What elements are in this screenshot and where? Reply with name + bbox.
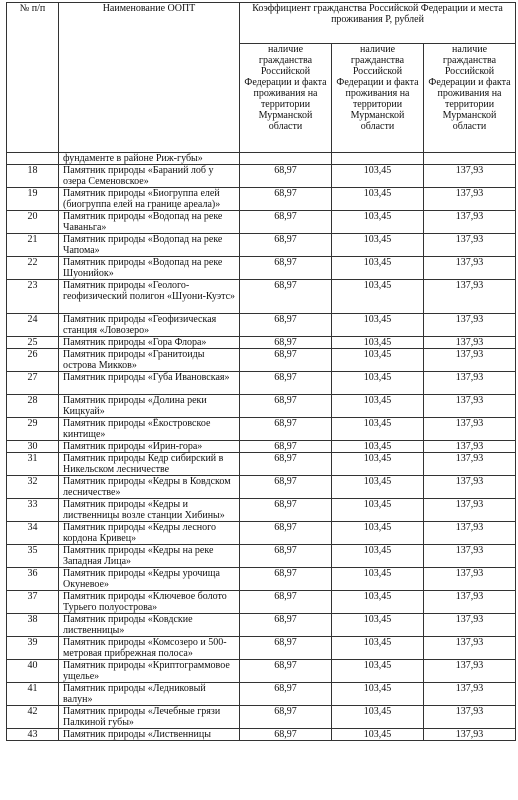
header-coefficient: Коэффициент гражданства Российской Федерации и места проживания Р, рублей — [240, 3, 516, 44]
table-row — [7, 257, 516, 280]
cell-v1: 68,97 — [240, 660, 332, 683]
cell-v3: 137,93 — [424, 683, 516, 706]
cell-v2: 103,45 — [332, 337, 424, 349]
cell-v2: 103,45 — [332, 188, 424, 211]
table-row — [7, 499, 516, 522]
cell-num: 43 — [7, 729, 59, 741]
table-row — [7, 683, 516, 706]
cell-name: Памятник природы «Ирин-гора» — [59, 441, 240, 453]
table-row — [7, 591, 516, 614]
cell-v3 — [424, 153, 516, 165]
cell-v1: 68,97 — [240, 165, 332, 188]
cell-name: Памятник природы «Ковдские лиственницы» — [59, 614, 240, 637]
cell-name: Памятник природы «Лиственницы — [59, 729, 240, 741]
cell-num: 24 — [7, 314, 59, 337]
cell-v1: 68,97 — [240, 280, 332, 314]
cell-v1: 68,97 — [240, 729, 332, 741]
cell-v3: 137,93 — [424, 591, 516, 614]
table-row — [7, 545, 516, 568]
table-row — [7, 614, 516, 637]
cell-num: 39 — [7, 637, 59, 660]
cell-num: 37 — [7, 591, 59, 614]
cell-v1: 68,97 — [240, 591, 332, 614]
cell-num: 41 — [7, 683, 59, 706]
table-row — [7, 211, 516, 234]
cell-name: Памятник природы «Лечебные грязи Палкиной губы» — [59, 706, 240, 729]
cell-name: Памятник природы «Ёкостровское кинтище» — [59, 418, 240, 441]
cell-v2: 103,45 — [332, 314, 424, 337]
cell-v2: 103,45 — [332, 395, 424, 418]
cell-v1: 68,97 — [240, 441, 332, 453]
cell-v2: 103,45 — [332, 476, 424, 499]
table-body — [7, 153, 516, 741]
table-row — [7, 476, 516, 499]
cell-v1 — [240, 153, 332, 165]
cell-v2: 103,45 — [332, 706, 424, 729]
cell-v1: 68,97 — [240, 418, 332, 441]
cell-v1: 68,97 — [240, 614, 332, 637]
cell-v1: 68,97 — [240, 476, 332, 499]
table-row — [7, 729, 516, 741]
cell-name: Памятник природы «Долина реки Кицкуай» — [59, 395, 240, 418]
table-row — [7, 372, 516, 395]
cell-v2: 103,45 — [332, 499, 424, 522]
subheader-1: наличие гражданства Российской Федерации и факта проживания на территории Мурманской области — [240, 44, 332, 153]
cell-num: 36 — [7, 568, 59, 591]
table-row — [7, 188, 516, 211]
cell-v3: 137,93 — [424, 453, 516, 476]
cell-v2: 103,45 — [332, 683, 424, 706]
cell-v3: 137,93 — [424, 314, 516, 337]
cell-num: 21 — [7, 234, 59, 257]
table-row — [7, 568, 516, 591]
cell-num: 33 — [7, 499, 59, 522]
cell-v3: 137,93 — [424, 729, 516, 741]
cell-num: 31 — [7, 453, 59, 476]
oopt-table — [6, 2, 516, 741]
cell-v1: 68,97 — [240, 568, 332, 591]
cell-v1: 68,97 — [240, 499, 332, 522]
table-row — [7, 522, 516, 545]
cell-name: Памятник природы «Криптограммовое ущелье» — [59, 660, 240, 683]
cell-num: 30 — [7, 441, 59, 453]
cell-name: Памятник природы «Ключевое болото Турьего полуострова» — [59, 591, 240, 614]
cell-v3: 137,93 — [424, 637, 516, 660]
cell-v3: 137,93 — [424, 706, 516, 729]
cell-name: Памятник природы «Бараний лоб у озера Семеновское» — [59, 165, 240, 188]
cell-v2: 103,45 — [332, 522, 424, 545]
cell-v2: 103,45 — [332, 729, 424, 741]
cell-v3: 137,93 — [424, 545, 516, 568]
cell-name: Памятник природы «Ледниковый валун» — [59, 683, 240, 706]
continuation-row — [7, 153, 516, 165]
cell-name: Памятник природы «Губа Ивановская» — [59, 372, 240, 395]
cell-v2: 103,45 — [332, 568, 424, 591]
cell-v2: 103,45 — [332, 349, 424, 372]
cell-num — [7, 153, 59, 165]
cell-num: 26 — [7, 349, 59, 372]
cell-v1: 68,97 — [240, 349, 332, 372]
cell-name: Памятник природы «Водопад на реке Шуонийок» — [59, 257, 240, 280]
cell-name: Памятник природы «Кедры на реке Западная Лица» — [59, 545, 240, 568]
table-row — [7, 395, 516, 418]
cell-num: 29 — [7, 418, 59, 441]
cell-v1: 68,97 — [240, 706, 332, 729]
header-num: № п/п — [7, 3, 59, 153]
cell-name: Памятник природы «Биогруппа елей (биогруппа елей на границе ареала)» — [59, 188, 240, 211]
cell-name: Памятник природы «Кедры в Ковдском лесничестве» — [59, 476, 240, 499]
cell-v3: 137,93 — [424, 257, 516, 280]
cell-num: 23 — [7, 280, 59, 314]
table-row — [7, 314, 516, 337]
cell-v2: 103,45 — [332, 418, 424, 441]
cell-v3: 137,93 — [424, 234, 516, 257]
cell-v3: 137,93 — [424, 395, 516, 418]
cell-num: 25 — [7, 337, 59, 349]
cell-name: Памятник природы «Гора Флора» — [59, 337, 240, 349]
table-row — [7, 637, 516, 660]
table-row — [7, 349, 516, 372]
cell-num: 28 — [7, 395, 59, 418]
header-name: Наименование ООПТ — [59, 3, 240, 153]
cell-v1: 68,97 — [240, 257, 332, 280]
cell-num: 42 — [7, 706, 59, 729]
cell-num: 35 — [7, 545, 59, 568]
cell-num: 34 — [7, 522, 59, 545]
cell-name: Памятник природы Кедр сибирский в Никельском лесничестве — [59, 453, 240, 476]
cell-v2: 103,45 — [332, 660, 424, 683]
cell-name: Памятник природы «Кедры и лиственницы возле станции Хибины» — [59, 499, 240, 522]
cell-v2: 103,45 — [332, 165, 424, 188]
cell-v2: 103,45 — [332, 441, 424, 453]
cell-name: Памятник природы «Комсозеро и 500-метровая прибрежная полоса» — [59, 637, 240, 660]
cell-v1: 68,97 — [240, 453, 332, 476]
cell-v1: 68,97 — [240, 211, 332, 234]
cell-num: 20 — [7, 211, 59, 234]
cell-v1: 68,97 — [240, 545, 332, 568]
cell-v3: 137,93 — [424, 349, 516, 372]
cell-v1: 68,97 — [240, 188, 332, 211]
cell-v2: 103,45 — [332, 372, 424, 395]
cell-v3: 137,93 — [424, 188, 516, 211]
cell-v1: 68,97 — [240, 337, 332, 349]
cell-v3: 137,93 — [424, 568, 516, 591]
cell-name: фундаменте в районе Риж-губы» — [59, 153, 240, 165]
subheader-2: наличие гражданства Российской Федерации и факта проживания на территории Мурманской области — [332, 44, 424, 153]
cell-v1: 68,97 — [240, 372, 332, 395]
cell-v3: 137,93 — [424, 522, 516, 545]
cell-v1: 68,97 — [240, 683, 332, 706]
table-row — [7, 660, 516, 683]
table-row — [7, 706, 516, 729]
cell-v2: 103,45 — [332, 545, 424, 568]
cell-v3: 137,93 — [424, 211, 516, 234]
cell-v2: 103,45 — [332, 257, 424, 280]
cell-v2: 103,45 — [332, 234, 424, 257]
table-row — [7, 234, 516, 257]
cell-num: 38 — [7, 614, 59, 637]
cell-v1: 68,97 — [240, 234, 332, 257]
table-row — [7, 453, 516, 476]
cell-v3: 137,93 — [424, 499, 516, 522]
cell-v2: 103,45 — [332, 453, 424, 476]
cell-v3: 137,93 — [424, 614, 516, 637]
cell-num: 40 — [7, 660, 59, 683]
cell-name: Памятник природы «Водопад на реке Чаваньга» — [59, 211, 240, 234]
cell-v3: 137,93 — [424, 337, 516, 349]
cell-name: Памятник природы «Гранитоиды острова Микков» — [59, 349, 240, 372]
cell-v2 — [332, 153, 424, 165]
table-row — [7, 418, 516, 441]
cell-v3: 137,93 — [424, 660, 516, 683]
cell-num: 32 — [7, 476, 59, 499]
cell-name: Памятник природы «Кедры урочища Окуневое» — [59, 568, 240, 591]
cell-name: Памятник природы «Геолого-геофизический полигон «Шуони-Куэтс» — [59, 280, 240, 314]
cell-v3: 137,93 — [424, 372, 516, 395]
table-row — [7, 441, 516, 453]
cell-v1: 68,97 — [240, 637, 332, 660]
cell-v3: 137,93 — [424, 441, 516, 453]
cell-num: 27 — [7, 372, 59, 395]
cell-v2: 103,45 — [332, 211, 424, 234]
cell-name: Памятник природы «Водопад на реке Чапома» — [59, 234, 240, 257]
table-row — [7, 280, 516, 314]
cell-v1: 68,97 — [240, 314, 332, 337]
cell-v2: 103,45 — [332, 637, 424, 660]
cell-num: 22 — [7, 257, 59, 280]
table-row — [7, 165, 516, 188]
cell-name: Памятник природы «Геофизическая станция «Ловозеро» — [59, 314, 240, 337]
cell-v3: 137,93 — [424, 165, 516, 188]
cell-v2: 103,45 — [332, 280, 424, 314]
cell-v3: 137,93 — [424, 280, 516, 314]
table-row — [7, 337, 516, 349]
cell-v3: 137,93 — [424, 476, 516, 499]
cell-name: Памятник природы «Кедры лесного кордона Кривец» — [59, 522, 240, 545]
cell-v2: 103,45 — [332, 591, 424, 614]
cell-v3: 137,93 — [424, 418, 516, 441]
subheader-3: наличие гражданства Российской Федерации и факта проживания на территории Мурманской области — [424, 44, 516, 153]
cell-v2: 103,45 — [332, 614, 424, 637]
cell-v1: 68,97 — [240, 395, 332, 418]
cell-num: 19 — [7, 188, 59, 211]
cell-v1: 68,97 — [240, 522, 332, 545]
cell-num: 18 — [7, 165, 59, 188]
